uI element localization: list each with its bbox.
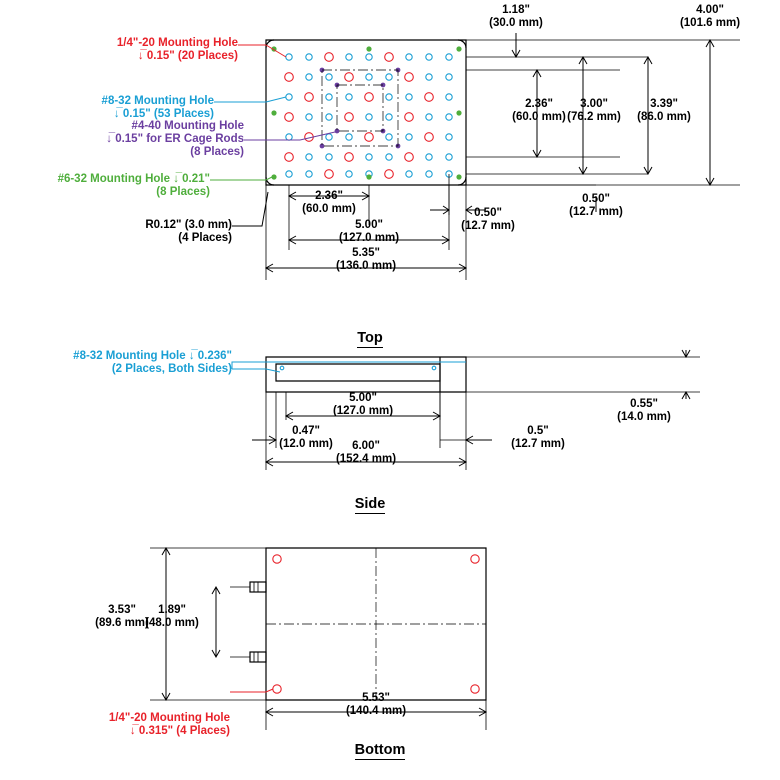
dim-0-50-b: 0.50" (12.7 mm) bbox=[569, 193, 623, 218]
callout-no8-32-side bbox=[10, 350, 232, 376]
view-label-top: Top bbox=[357, 330, 383, 346]
view-label-bottom: Bottom bbox=[354, 742, 406, 758]
callout-quarter20-line1: 1/4"-20 Mounting Hole bbox=[116, 37, 238, 49]
dim-0-5-side: 0.5" (12.7 mm) bbox=[511, 425, 565, 450]
dim-1-89: 1.89" (48.0 mm) bbox=[145, 604, 199, 629]
callout-quarter20-bottom-line2: ↓̅ 0.315" (4 Places) bbox=[129, 725, 230, 737]
callout-no6-32-line2: (8 Places) bbox=[156, 186, 210, 198]
dim-0-47: 0.47" (12.0 mm) bbox=[279, 425, 333, 450]
callout-no4-40-top bbox=[60, 120, 244, 159]
dim-3-00: 3.00" (76.2 mm) bbox=[567, 98, 621, 123]
callout-radius-line1: R0.12" (3.0 mm) bbox=[145, 219, 232, 231]
dim-1-18: 1.18" (30.0 mm) bbox=[489, 4, 543, 29]
callout-no6-32-top bbox=[6, 173, 210, 199]
callout-corner-radius bbox=[60, 219, 232, 245]
callout-no8-32-top bbox=[40, 95, 214, 121]
callout-quarter20-top bbox=[60, 37, 238, 63]
dim-5-35: 5.35" (136.0 mm) bbox=[335, 247, 397, 272]
dim-0-55: 0.55" (14.0 mm) bbox=[617, 398, 671, 423]
dim-4-00: 4.00" (101.6 mm) bbox=[679, 4, 741, 29]
callout-no8-32-side-line2: (2 Places, Both Sides) bbox=[111, 363, 232, 375]
dim-5-00-side: 5.00" (127.0 mm) bbox=[332, 392, 394, 417]
callout-quarter20-bottom bbox=[52, 712, 230, 738]
dim-2-36-vertical: 2.36" (60.0 mm) bbox=[512, 98, 566, 123]
callout-no6-32-line1: #6-32 Mounting Hole ↓̅ 0.21" bbox=[57, 173, 210, 185]
callout-no4-40-line2: ↓̅ 0.15" for ER Cage Rods bbox=[106, 133, 244, 145]
dim-6-00: 6.00" (152.4 mm) bbox=[335, 440, 397, 465]
view-label-side: Side bbox=[354, 496, 386, 512]
callout-no8-32-line2: ↓̅ 0.15" (53 Places) bbox=[113, 108, 214, 120]
callout-radius-line2: (4 Places) bbox=[178, 232, 232, 244]
callout-no8-32-side-line1: #8-32 Mounting Hole ↓̅ 0.236" bbox=[73, 350, 232, 362]
dim-5-00-top: 5.00" (127.0 mm) bbox=[338, 219, 400, 244]
callout-no4-40-line3: (8 Places) bbox=[190, 146, 244, 158]
dim-3-39: 3.39" (86.0 mm) bbox=[637, 98, 691, 123]
dim-5-53: 5.53" (140.4 mm) bbox=[345, 692, 407, 717]
callout-no8-32-line1: #8-32 Mounting Hole bbox=[101, 95, 214, 107]
top-hole-grid bbox=[271, 46, 461, 179]
callout-no4-40-line1: #4-40 Mounting Hole bbox=[131, 120, 244, 132]
callout-quarter20-line2: ↓̅ 0.15" (20 Places) bbox=[137, 50, 238, 62]
dim-0-50-a: 0.50" (12.7 mm) bbox=[461, 207, 515, 232]
dim-2-36-horizontal: 2.36" (60.0 mm) bbox=[302, 190, 356, 215]
callout-quarter20-bottom-line1: 1/4"-20 Mounting Hole bbox=[108, 712, 230, 724]
dim-3-53: 3.53" (89.6 mm) bbox=[95, 604, 149, 629]
